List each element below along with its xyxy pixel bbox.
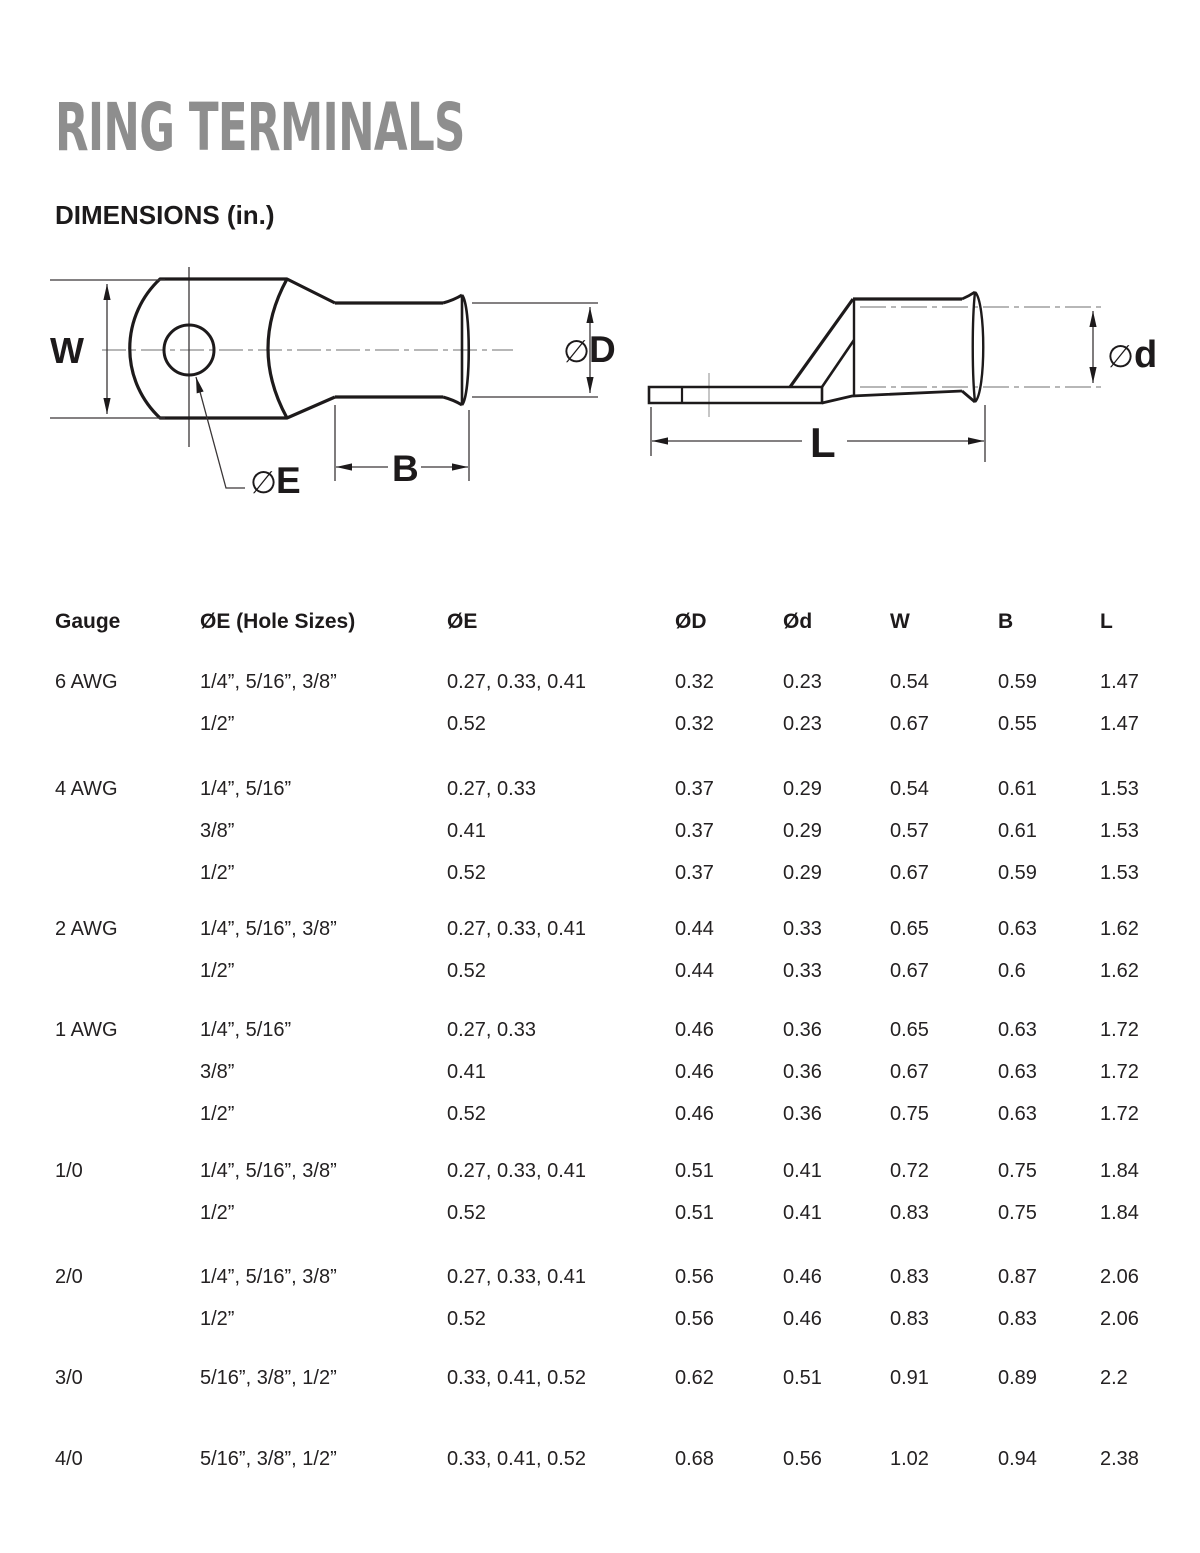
cell-l: 1.72 xyxy=(1100,1061,1139,1083)
cell-od-lower: 0.51 xyxy=(783,1367,822,1389)
cell-gauge: 1/0 xyxy=(55,1160,83,1182)
cell-od-lower: 0.41 xyxy=(783,1202,822,1224)
cell-oe: 0.52 xyxy=(447,1308,486,1330)
cell-b: 0.6 xyxy=(998,960,1026,982)
table-row xyxy=(0,862,1200,888)
cell-oe: 0.52 xyxy=(447,1202,486,1224)
column-header-gauge: Gauge xyxy=(55,610,121,633)
cell-l: 1.72 xyxy=(1100,1019,1139,1041)
cell-b: 0.59 xyxy=(998,862,1037,884)
cell-l: 1.84 xyxy=(1100,1160,1139,1182)
cell-b: 0.63 xyxy=(998,1019,1037,1041)
cell-b: 0.61 xyxy=(998,778,1037,800)
cell-hole-sizes: 1/2” xyxy=(200,1308,235,1330)
cell-od-lower: 0.29 xyxy=(783,862,822,884)
cell-w: 0.83 xyxy=(890,1202,929,1224)
cell-w: 0.72 xyxy=(890,1160,929,1182)
cell-l: 1.53 xyxy=(1100,778,1139,800)
table-row xyxy=(0,1266,1200,1292)
cell-w: 0.65 xyxy=(890,918,929,940)
cell-l: 1.62 xyxy=(1100,918,1139,940)
dim-label-oe: ∅E xyxy=(250,460,301,501)
cell-od-lower: 0.41 xyxy=(783,1160,822,1182)
cell-w: 0.54 xyxy=(890,671,929,693)
cell-w: 0.57 xyxy=(890,820,929,842)
cell-oe: 0.27, 0.33 xyxy=(447,778,536,800)
cell-l: 2.2 xyxy=(1100,1367,1128,1389)
table-row xyxy=(0,1160,1200,1186)
cell-oe: 0.27, 0.33, 0.41 xyxy=(447,671,587,693)
cell-l: 2.38 xyxy=(1100,1448,1139,1470)
cell-od: 0.68 xyxy=(675,1448,714,1470)
cell-od: 0.56 xyxy=(675,1266,714,1288)
cell-hole-sizes: 1/2” xyxy=(200,1103,235,1125)
section-heading-dimensions: DIMENSIONS (in.) xyxy=(55,200,275,230)
cell-l: 1.53 xyxy=(1100,820,1139,842)
cell-b: 0.63 xyxy=(998,1061,1037,1083)
cell-w: 0.54 xyxy=(890,778,929,800)
cell-b: 0.94 xyxy=(998,1448,1037,1470)
cell-l: 1.53 xyxy=(1100,862,1139,884)
cell-b: 0.61 xyxy=(998,820,1037,842)
cell-oe: 0.27, 0.33, 0.41 xyxy=(447,1266,587,1288)
cell-od-lower: 0.46 xyxy=(783,1266,822,1288)
cell-oe: 0.27, 0.33 xyxy=(447,1019,536,1041)
cell-od-lower: 0.23 xyxy=(783,713,822,735)
cell-w: 0.67 xyxy=(890,713,929,735)
cell-hole-sizes: 1/2” xyxy=(200,862,235,884)
cell-w: 0.67 xyxy=(890,862,929,884)
cell-od: 0.44 xyxy=(675,960,714,982)
table-row xyxy=(0,918,1200,944)
cell-oe: 0.41 xyxy=(447,820,486,842)
cell-l: 1.47 xyxy=(1100,671,1139,693)
cell-od-lower: 0.46 xyxy=(783,1308,822,1330)
cell-oe: 0.41 xyxy=(447,1061,486,1083)
cell-hole-sizes: 1/2” xyxy=(200,1202,235,1224)
column-header-b: B xyxy=(998,610,1014,633)
cell-gauge: 2 AWG xyxy=(55,918,118,940)
table-header-row xyxy=(0,610,1200,634)
cell-w: 0.67 xyxy=(890,960,929,982)
column-header-w: W xyxy=(890,610,910,633)
cell-oe: 0.33, 0.41, 0.52 xyxy=(447,1448,587,1470)
cell-oe: 0.52 xyxy=(447,862,486,884)
cell-oe: 0.33, 0.41, 0.52 xyxy=(447,1367,587,1389)
cell-gauge: 4 AWG xyxy=(55,778,118,800)
cell-hole-sizes: 3/8” xyxy=(200,820,235,842)
table-row xyxy=(0,671,1200,697)
cell-od: 0.51 xyxy=(675,1160,714,1182)
cell-oe: 0.52 xyxy=(447,960,486,982)
cell-gauge: 2/0 xyxy=(55,1266,83,1288)
cell-od-lower: 0.29 xyxy=(783,820,822,842)
cell-hole-sizes: 1/2” xyxy=(200,713,235,735)
cell-od: 0.56 xyxy=(675,1308,714,1330)
cell-b: 0.75 xyxy=(998,1202,1037,1224)
cell-oe: 0.52 xyxy=(447,1103,486,1125)
column-header-od-lower: Ød xyxy=(783,610,813,633)
cell-l: 1.47 xyxy=(1100,713,1139,735)
dim-label-od-small: ∅d xyxy=(1107,334,1158,376)
cell-hole-sizes: 1/4”, 5/16”, 3/8” xyxy=(200,671,337,693)
cell-b: 0.59 xyxy=(998,671,1037,693)
cell-gauge: 1 AWG xyxy=(55,1019,118,1041)
cell-w: 0.83 xyxy=(890,1308,929,1330)
cell-oe: 0.52 xyxy=(447,713,486,735)
cell-od-lower: 0.36 xyxy=(783,1061,822,1083)
cell-b: 0.55 xyxy=(998,713,1037,735)
cell-hole-sizes: 1/2” xyxy=(200,960,235,982)
cell-l: 2.06 xyxy=(1100,1266,1139,1288)
table-row xyxy=(0,1308,1200,1334)
cell-hole-sizes: 1/4”, 5/16” xyxy=(200,1019,292,1041)
cell-w: 0.91 xyxy=(890,1367,929,1389)
cell-hole-sizes: 5/16”, 3/8”, 1/2” xyxy=(200,1367,337,1389)
cell-hole-sizes: 1/4”, 5/16” xyxy=(200,778,292,800)
cell-b: 0.75 xyxy=(998,1160,1037,1182)
cell-od-lower: 0.56 xyxy=(783,1448,822,1470)
cell-od: 0.51 xyxy=(675,1202,714,1224)
cell-w: 0.65 xyxy=(890,1019,929,1041)
table-row xyxy=(0,713,1200,739)
dim-label-w: W xyxy=(50,330,84,371)
column-header-l: L xyxy=(1100,610,1113,633)
cell-oe: 0.27, 0.33, 0.41 xyxy=(447,1160,587,1182)
column-header-oe: ØE xyxy=(447,610,478,633)
table-row xyxy=(0,1061,1200,1087)
cell-od: 0.46 xyxy=(675,1061,714,1083)
table-row xyxy=(0,820,1200,846)
cell-hole-sizes: 3/8” xyxy=(200,1061,235,1083)
cell-l: 2.06 xyxy=(1100,1308,1139,1330)
cell-l: 1.84 xyxy=(1100,1202,1139,1224)
cell-od: 0.37 xyxy=(675,778,714,800)
column-header-hole-sizes: ØE (Hole Sizes) xyxy=(200,610,356,633)
cell-oe: 0.27, 0.33, 0.41 xyxy=(447,918,587,940)
cell-b: 0.63 xyxy=(998,1103,1037,1125)
cell-l: 1.62 xyxy=(1100,960,1139,982)
cell-w: 0.75 xyxy=(890,1103,929,1125)
cell-w: 0.67 xyxy=(890,1061,929,1083)
table-row xyxy=(0,960,1200,986)
dim-label-l: L xyxy=(810,419,836,466)
cell-b: 0.63 xyxy=(998,918,1037,940)
cell-od: 0.37 xyxy=(675,820,714,842)
cell-w: 1.02 xyxy=(890,1448,929,1470)
cell-od-lower: 0.33 xyxy=(783,960,822,982)
cell-od: 0.37 xyxy=(675,862,714,884)
cell-hole-sizes: 1/4”, 5/16”, 3/8” xyxy=(200,918,337,940)
cell-gauge: 6 AWG xyxy=(55,671,118,693)
cell-gauge: 3/0 xyxy=(55,1367,83,1389)
dim-label-b: B xyxy=(392,448,419,489)
table-row xyxy=(0,1367,1200,1393)
page-title: RING TERMINALS xyxy=(55,89,465,166)
cell-gauge: 4/0 xyxy=(55,1448,83,1470)
table-row xyxy=(0,1103,1200,1129)
cell-od-lower: 0.36 xyxy=(783,1103,822,1125)
cell-hole-sizes: 1/4”, 5/16”, 3/8” xyxy=(200,1160,337,1182)
table-row xyxy=(0,778,1200,804)
cell-b: 0.83 xyxy=(998,1308,1037,1330)
cell-b: 0.87 xyxy=(998,1266,1037,1288)
cell-od-lower: 0.36 xyxy=(783,1019,822,1041)
table-row xyxy=(0,1019,1200,1045)
cell-b: 0.89 xyxy=(998,1367,1037,1389)
cell-hole-sizes: 5/16”, 3/8”, 1/2” xyxy=(200,1448,337,1470)
cell-w: 0.83 xyxy=(890,1266,929,1288)
cell-hole-sizes: 1/4”, 5/16”, 3/8” xyxy=(200,1266,337,1288)
cell-od: 0.44 xyxy=(675,918,714,940)
table-row xyxy=(0,1448,1200,1474)
table-row xyxy=(0,1202,1200,1228)
cell-od-lower: 0.33 xyxy=(783,918,822,940)
cell-od: 0.46 xyxy=(675,1019,714,1041)
cell-od: 0.62 xyxy=(675,1367,714,1389)
cell-l: 1.72 xyxy=(1100,1103,1139,1125)
cell-od-lower: 0.23 xyxy=(783,671,822,693)
cell-od: 0.32 xyxy=(675,713,714,735)
dim-label-od: ∅D xyxy=(563,329,616,370)
cell-od: 0.46 xyxy=(675,1103,714,1125)
cell-od: 0.32 xyxy=(675,671,714,693)
cell-od-lower: 0.29 xyxy=(783,778,822,800)
column-header-od: ØD xyxy=(675,610,707,633)
